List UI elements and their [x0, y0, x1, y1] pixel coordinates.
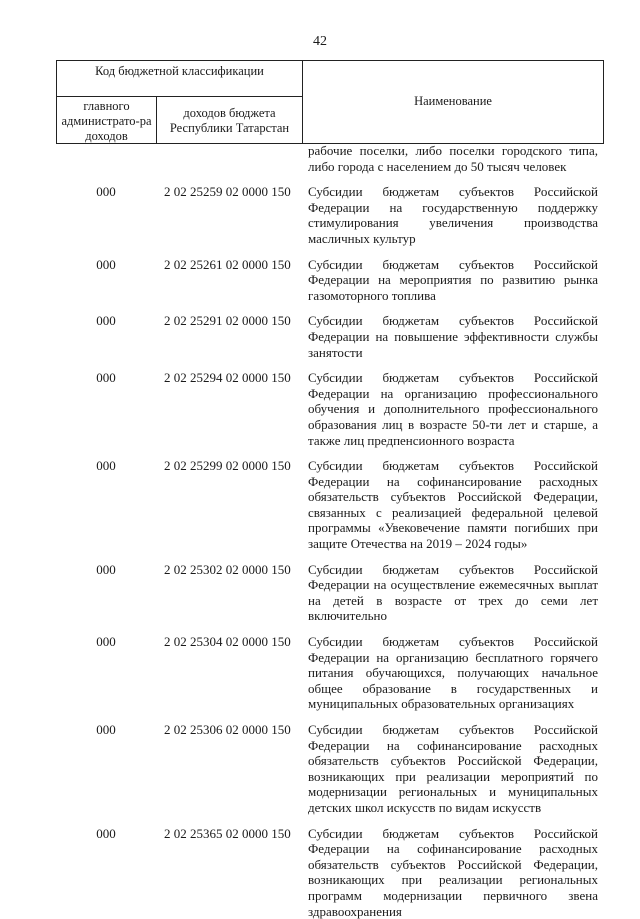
table-row — [56, 722, 604, 816]
name-cell: Субсидии бюджетам субъектов Российской Федерации на осуществление ежемесячных выплат на детей в возрасте от трех до семи лет включительно — [308, 561, 598, 624]
income-code-cell: 2 02 25299 02 0000 150 — [164, 458, 291, 474]
admin-code-cell: 000 — [96, 370, 116, 386]
page-number: 42 — [313, 34, 327, 49]
income-code-cell: 2 02 25365 02 0000 150 — [164, 825, 291, 841]
name-cell: Субсидии бюджетам субъектов Российской Федерации на организацию бесплатного горячего питания обучающихся, получающих начальное общее образование в государственных и муниципальных образовательных организациях — [308, 634, 598, 712]
name-cell: Субсидии бюджетам субъектов Российской Федерации на софинансирование расходных обязательств субъектов Российской Федерации, связанных с реализацией федеральной целевой программы «Увековечение памяти погибших при защите Отечества на 2019 – 2024 годы» — [308, 458, 598, 552]
income-code-cell: 2 02 25302 02 0000 150 — [164, 561, 291, 577]
table-row — [56, 458, 604, 552]
table-header — [56, 60, 604, 144]
income-code-cell: 2 02 25306 02 0000 150 — [164, 722, 291, 737]
header-group-budget-code: Код бюджетной классификации — [57, 61, 303, 97]
admin-code-cell: 000 — [96, 313, 116, 329]
income-code-cell: 2 02 25304 02 0000 150 — [164, 634, 291, 650]
name-cell: Субсидии бюджетам субъектов Российской Федерации на государственную поддержку стимулирования увеличения производства масличных культур — [308, 184, 598, 246]
header-name-column: Наименование — [414, 94, 492, 108]
admin-code-cell: 000 — [96, 634, 116, 650]
income-code-cell: 2 02 25261 02 0000 150 — [164, 256, 291, 272]
admin-code-cell: 000 — [96, 561, 116, 577]
income-code-cell: 2 02 25259 02 0000 150 — [164, 184, 291, 200]
admin-code-cell: 000 — [96, 825, 116, 841]
header-income-column: доходов бюджета Республики Татарстан — [157, 97, 303, 144]
table-body — [56, 143, 604, 919]
table-row — [56, 562, 604, 624]
name-cell: Субсидии бюджетам субъектов Российской Федерации на софинансирование расходных обязательств субъектов Российской Федерации, возникающих при реализации региональных программ модернизации первичного звена здравоохранения — [308, 825, 598, 919]
admin-code-cell: 000 — [96, 256, 116, 272]
table-row — [56, 370, 604, 448]
income-code-cell: 2 02 25294 02 0000 150 — [164, 370, 291, 386]
table-row — [56, 313, 604, 360]
name-cell: Субсидии бюджетам субъектов Российской Федерации на повышение эффективности службы занятости — [308, 313, 598, 360]
income-code-cell: 2 02 25291 02 0000 150 — [164, 313, 291, 329]
table-row — [56, 634, 604, 712]
name-cell: Субсидии бюджетам субъектов Российской Федерации на софинансирование расходных обязательств субъектов Российской Федерации, возникающих при реализации мероприятий по модернизации региональных и муниципальных детских школ искусств по видам искусств — [308, 722, 598, 815]
admin-code-cell: 000 — [96, 458, 116, 474]
header-admin-column: главного администрато-ра доходов — [57, 97, 157, 144]
name-cell: Субсидии бюджетам субъектов Российской Федерации на мероприятия по развитию рынка газомоторного топлива — [308, 256, 598, 303]
name-cell: рабочие поселки, либо поселки городского типа, либо города с населением до 50 тысяч человек — [308, 143, 598, 174]
continuation-row — [56, 143, 604, 174]
admin-code-cell: 000 — [96, 722, 116, 737]
admin-code-cell: 000 — [96, 184, 116, 200]
name-cell: Субсидии бюджетам субъектов Российской Федерации на организацию профессионального обучения и дополнительного профессионального образования лиц в возрасте 50-ти лет и старше, а также лиц предпенсионного возраста — [308, 370, 598, 448]
table-row — [56, 184, 604, 246]
table-row — [56, 257, 604, 304]
